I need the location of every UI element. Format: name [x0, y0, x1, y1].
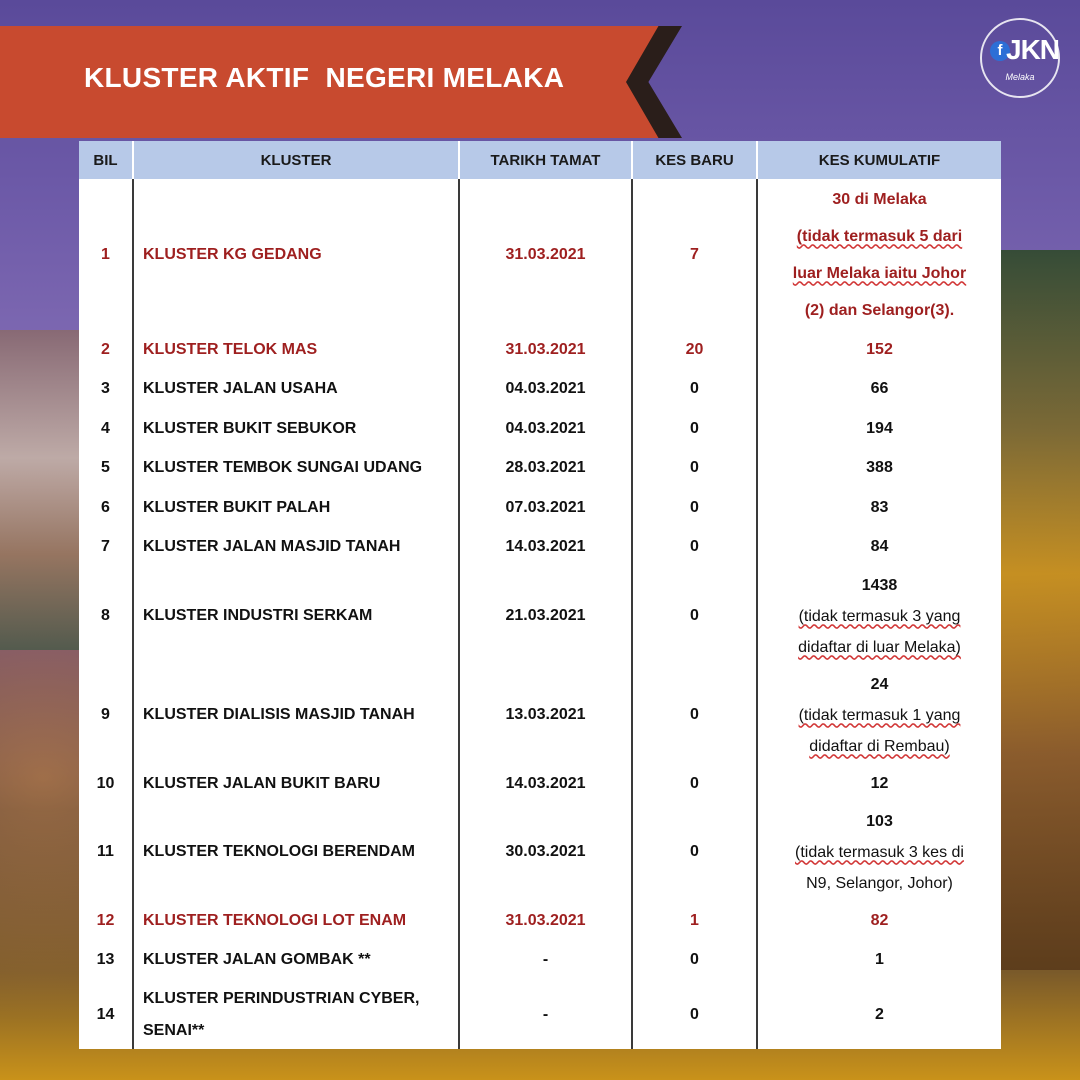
table-row [79, 901, 1001, 940]
cell-kluster: KLUSTER BUKIT PALAH [133, 488, 459, 527]
cell-kes-kumulatif [757, 803, 1001, 901]
cell-kluster: KLUSTER TEMBOK SUNGAI UDANG [133, 448, 459, 488]
cell-tarikh-tamat: 07.03.2021 [459, 488, 632, 527]
cell-bil: 2 [79, 330, 133, 369]
cell-bil: 3 [79, 369, 133, 409]
cluster-name-line: KLUSTER PERINDUSTRIAN CYBER, [143, 989, 420, 1007]
cumulative-note-line: didaftar di luar Melaka) [798, 638, 961, 656]
cell-kes-kumulatif: 83 [870, 498, 889, 516]
cumulative-value: 24 [870, 675, 889, 693]
cluster-table [79, 141, 1001, 1049]
cumulative-note-line: (tidak termasuk 5 dari [796, 227, 963, 245]
cell-kes-kumulatif: 82 [870, 911, 889, 929]
cell-kes-baru: 0 [632, 488, 757, 527]
cumulative-note-line: luar Melaka iaitu Johor [792, 264, 967, 282]
table-row [79, 330, 1001, 369]
cell-kes-baru: 0 [632, 803, 757, 901]
jkn-logo [980, 18, 1060, 98]
table-row [79, 803, 1001, 901]
table-row [79, 488, 1001, 527]
background-left-building [0, 330, 80, 650]
cell-kes-kumulatif: 1 [875, 951, 884, 968]
table-row [79, 980, 1001, 1049]
cell-tarikh-tamat: 21.03.2021 [459, 566, 632, 666]
table-row [79, 566, 1001, 666]
cell-kluster: KLUSTER JALAN USAHA [133, 369, 459, 409]
table-row [79, 527, 1001, 566]
cumulative-note-line: N9, Selangor, Johor) [806, 874, 953, 892]
column-header-kes-kumulatif: KES KUMULATIF [757, 141, 1001, 179]
table-row [79, 448, 1001, 488]
logo-subtext: Melaka [1005, 72, 1035, 82]
column-header-kluster: KLUSTER [133, 141, 459, 179]
cell-kes-kumulatif: 84 [870, 537, 889, 555]
cell-kluster: KLUSTER TEKNOLOGI LOT ENAM [133, 901, 459, 940]
cumulative-note-line: (2) dan Selangor(3). [804, 301, 955, 319]
cell-bil: 9 [79, 666, 133, 764]
cumulative-note-line: (tidak termasuk 1 yang [798, 706, 961, 724]
cell-tarikh-tamat: - [459, 940, 632, 980]
cell-kes-baru: 0 [632, 448, 757, 488]
column-header-bil: BIL [79, 141, 133, 179]
cumulative-note-line: (tidak termasuk 3 kes di [795, 843, 964, 861]
cell-bil: 12 [79, 901, 133, 940]
cell-kluster: KLUSTER JALAN GOMBAK ** [133, 940, 459, 980]
cell-kluster: KLUSTER JALAN BUKIT BARU [133, 764, 459, 803]
cell-tarikh-tamat: 14.03.2021 [459, 527, 632, 566]
cell-bil: 13 [79, 940, 133, 980]
cell-bil: 11 [79, 803, 133, 901]
cell-kluster: KLUSTER JALAN MASJID TANAH [133, 527, 459, 566]
cell-tarikh-tamat: 31.03.2021 [459, 330, 632, 369]
cell-kes-baru: 0 [632, 764, 757, 803]
cell-tarikh-tamat: 04.03.2021 [459, 369, 632, 409]
table-row [79, 409, 1001, 448]
cell-tarikh-tamat: 13.03.2021 [459, 666, 632, 764]
cell-kes-baru: 0 [632, 940, 757, 980]
cell-kes-baru: 1 [632, 901, 757, 940]
cell-bil: 4 [79, 409, 133, 448]
column-header-kes-baru: KES BARU [632, 141, 757, 179]
cumulative-value: 1438 [861, 576, 898, 594]
cell-kes-baru: 7 [632, 179, 757, 330]
cell-kes-baru: 0 [632, 980, 757, 1049]
cell-kluster: KLUSTER INDUSTRI SERKAM [133, 566, 459, 666]
cell-tarikh-tamat: 04.03.2021 [459, 409, 632, 448]
table-row [79, 666, 1001, 764]
cell-tarikh-tamat: 31.03.2021 [459, 901, 632, 940]
cell-kes-kumulatif: 388 [866, 459, 893, 476]
table-row [79, 940, 1001, 980]
cumulative-value: 103 [866, 812, 893, 830]
cell-bil: 10 [79, 764, 133, 803]
cell-tarikh-tamat: 28.03.2021 [459, 448, 632, 488]
table-header-row [79, 141, 1001, 179]
cluster-name-line: SENAI** [143, 1021, 205, 1039]
cell-kes-baru: 0 [632, 409, 757, 448]
cell-kluster: KLUSTER KG GEDANG [133, 179, 459, 330]
cell-kluster: KLUSTER TEKNOLOGI BERENDAM [133, 803, 459, 901]
logo-text: JKN [1006, 34, 1060, 65]
column-header-tarikh-tamat: TARIKH TAMAT [459, 141, 632, 179]
cell-kes-baru: 0 [632, 369, 757, 409]
cell-kes-kumulatif [757, 179, 1001, 330]
cell-kes-baru: 0 [632, 566, 757, 666]
cell-kluster: KLUSTER BUKIT SEBUKOR [133, 409, 459, 448]
cell-kes-baru: 0 [632, 527, 757, 566]
cumulative-note-line: (tidak termasuk 3 yang [798, 607, 961, 625]
cell-kes-kumulatif: 66 [870, 380, 889, 397]
cell-kes-baru: 20 [632, 330, 757, 369]
cell-kes-kumulatif: 12 [870, 774, 889, 792]
cell-kes-kumulatif: 2 [875, 1005, 884, 1023]
cell-kes-baru: 0 [632, 666, 757, 764]
cell-kluster: KLUSTER TELOK MAS [133, 330, 459, 369]
cell-bil: 6 [79, 488, 133, 527]
cell-bil: 8 [79, 566, 133, 666]
cell-kes-kumulatif: 194 [866, 419, 893, 437]
facebook-icon: f [990, 41, 1010, 61]
cell-bil: 14 [79, 980, 133, 1049]
table-row [79, 369, 1001, 409]
table-row [79, 179, 1001, 330]
cell-tarikh-tamat: 14.03.2021 [459, 764, 632, 803]
cell-kes-kumulatif [757, 666, 1001, 764]
cell-bil: 5 [79, 448, 133, 488]
background-right-building [1000, 250, 1080, 970]
cell-tarikh-tamat: 30.03.2021 [459, 803, 632, 901]
cell-bil: 7 [79, 527, 133, 566]
cumulative-note-line: didaftar di Rembau) [809, 737, 950, 755]
cumulative-value: 30 di Melaka [832, 190, 927, 208]
table-row [79, 764, 1001, 803]
cell-kes-kumulatif [757, 566, 1001, 666]
page-title: KLUSTER AKTIF NEGERI MELAKA [84, 62, 565, 93]
cell-tarikh-tamat: 31.03.2021 [459, 179, 632, 330]
cell-kluster [133, 980, 459, 1049]
cell-bil: 1 [79, 179, 133, 330]
cell-tarikh-tamat: - [459, 980, 632, 1049]
cell-kes-kumulatif: 152 [866, 340, 893, 358]
cell-kluster: KLUSTER DIALISIS MASJID TANAH [133, 666, 459, 764]
